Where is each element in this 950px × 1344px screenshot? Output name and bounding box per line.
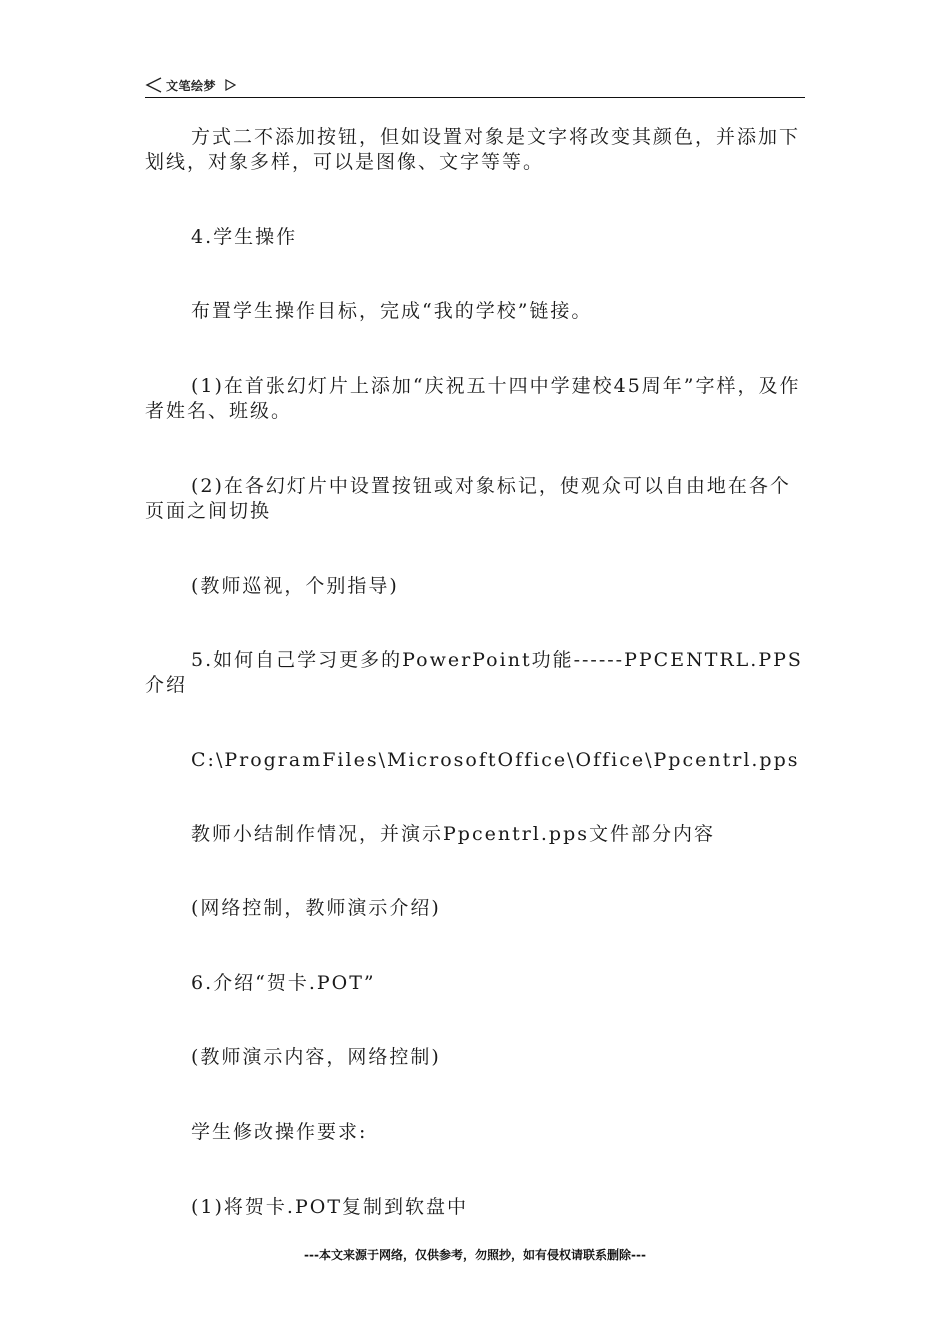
- triangle-right-icon: [224, 79, 236, 91]
- paragraph: (教师巡视，个别指导): [191, 575, 399, 597]
- paragraph: 教师小结制作情况，并演示Ppcentrl.pps文件部分内容: [191, 823, 715, 845]
- file-path: C:\ProgramFiles\MicrosoftOffice\Office\Ppcentrl.pps: [191, 749, 800, 771]
- paragraph: 方式二不添加按钮，但如设置对象是文字将改变其颜色，并添加下划线，对象多样，可以是图像、文字等等。: [145, 126, 801, 173]
- header-title: 文笔绘梦: [166, 78, 217, 93]
- paragraph: (教师演示内容，网络控制): [191, 1046, 441, 1068]
- header-rule: [145, 97, 805, 98]
- section-heading: 4.学生操作: [191, 226, 298, 248]
- list-item: (2)在各幻灯片中设置按钮或对象标记，使观众可以自由地在各个页面之间切换: [145, 475, 791, 522]
- list-item: (1)将贺卡.POT复制到软盘中: [191, 1196, 468, 1218]
- section-heading: 6.介绍“贺卡.POT”: [191, 972, 376, 994]
- list-item: (1)在首张幻灯片上添加“庆祝五十四中学建校45周年”字样，及作者姓名、班级。: [145, 375, 801, 422]
- section-heading: 5.如何自己学习更多的PowerPoint功能------PPCENTRL.PPS介绍: [145, 649, 803, 696]
- triangle-left-icon: [145, 77, 163, 93]
- paragraph: 布置学生操作目标，完成“我的学校”链接。: [191, 300, 593, 322]
- paragraph: (网络控制，教师演示介绍): [191, 897, 441, 919]
- page-header: [145, 74, 236, 96]
- paragraph: 学生修改操作要求:: [191, 1121, 368, 1143]
- page-footer: ---本文来源于网络，仅供参考，勿照抄，如有侵权请联系删除---: [304, 1248, 646, 1262]
